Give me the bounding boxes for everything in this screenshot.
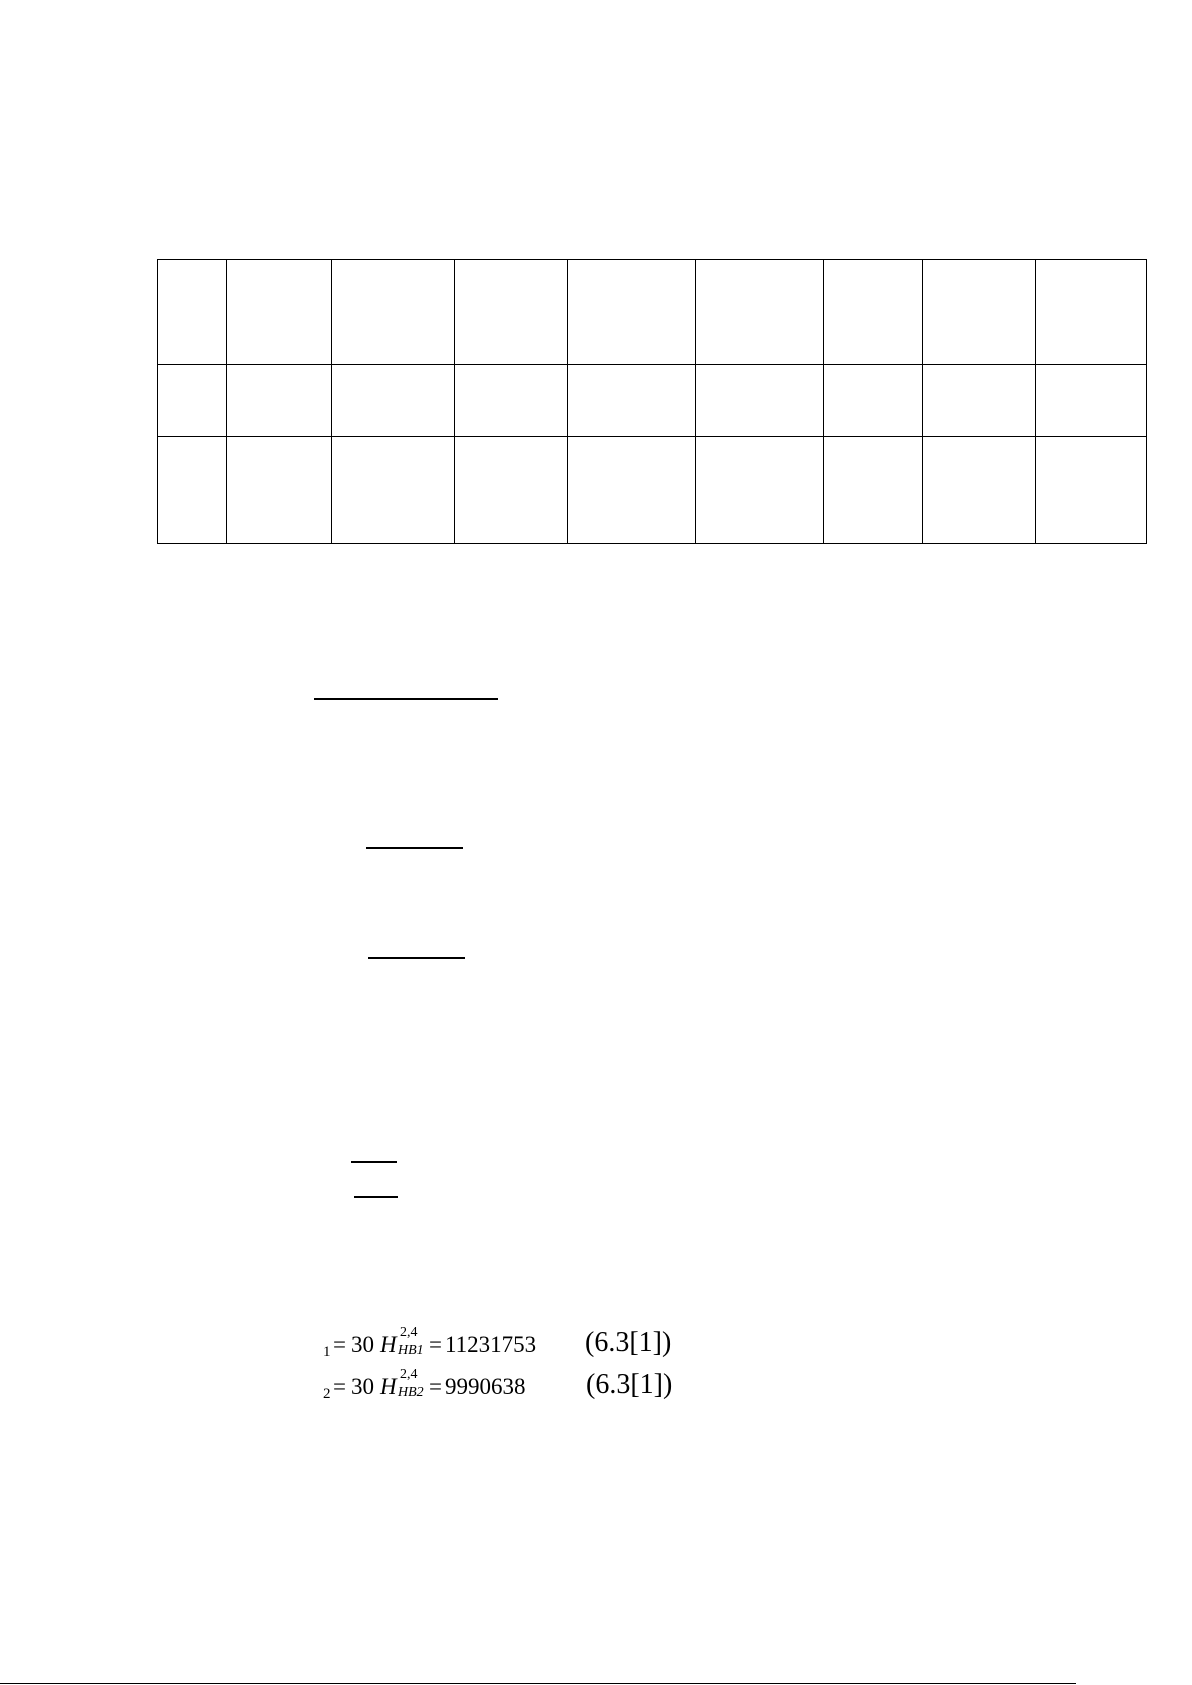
table-cell xyxy=(824,260,923,365)
table-row xyxy=(158,260,1147,365)
formula-coefficient: 30 xyxy=(351,1374,374,1399)
table-cell xyxy=(824,437,923,544)
formula-subscript: HB1 xyxy=(398,1343,424,1358)
table-row xyxy=(158,365,1147,437)
fraction-bar xyxy=(314,698,498,700)
table-cell xyxy=(824,365,923,437)
equals-sign: = xyxy=(429,1374,442,1399)
fraction-bar xyxy=(368,957,465,959)
table-cell xyxy=(1036,260,1147,365)
formula-value: 9990638 xyxy=(445,1374,526,1399)
table-cell xyxy=(1036,437,1147,544)
formula-value: 11231753 xyxy=(445,1332,537,1357)
table-cell xyxy=(332,260,455,365)
fraction-bar xyxy=(354,1196,398,1198)
table-cell xyxy=(227,437,332,544)
equals-sign: = xyxy=(333,1332,346,1357)
formula-symbol: H xyxy=(380,1374,397,1399)
table-cell xyxy=(1036,365,1147,437)
formula-reference: (6.3[1]) xyxy=(585,1327,672,1358)
table-cell xyxy=(158,260,227,365)
formula-coefficient: 30 xyxy=(351,1332,374,1357)
formula-exponent: 2,4 xyxy=(400,1325,418,1340)
equals-sign: = xyxy=(429,1332,442,1357)
formula-subscript: HB2 xyxy=(398,1385,424,1400)
footer-rule xyxy=(0,1683,1076,1684)
table-cell xyxy=(696,365,824,437)
table-cell xyxy=(568,365,696,437)
table-cell xyxy=(158,365,227,437)
fraction-bar xyxy=(351,1161,397,1163)
table-cell xyxy=(696,437,824,544)
table-cell xyxy=(158,437,227,544)
table-cell xyxy=(568,437,696,544)
table-cell xyxy=(696,260,824,365)
table-cell xyxy=(332,437,455,544)
formula-reference: (6.3[1]) xyxy=(586,1369,673,1400)
table-cell xyxy=(455,437,568,544)
formula-index: 1 xyxy=(323,1344,331,1360)
table-cell xyxy=(227,365,332,437)
formula-symbol: H xyxy=(380,1332,397,1357)
fraction-bar xyxy=(366,847,463,849)
equals-sign: = xyxy=(333,1374,346,1399)
table-cell xyxy=(568,260,696,365)
table-cell xyxy=(455,365,568,437)
formula-index: 2 xyxy=(323,1386,331,1402)
table-cell xyxy=(455,260,568,365)
table-cell xyxy=(923,260,1036,365)
table-cell xyxy=(923,437,1036,544)
table-row xyxy=(158,437,1147,544)
table-cell xyxy=(332,365,455,437)
table-cell xyxy=(227,260,332,365)
data-table xyxy=(157,259,1147,544)
table-cell xyxy=(923,365,1036,437)
formula-exponent: 2,4 xyxy=(400,1367,418,1382)
